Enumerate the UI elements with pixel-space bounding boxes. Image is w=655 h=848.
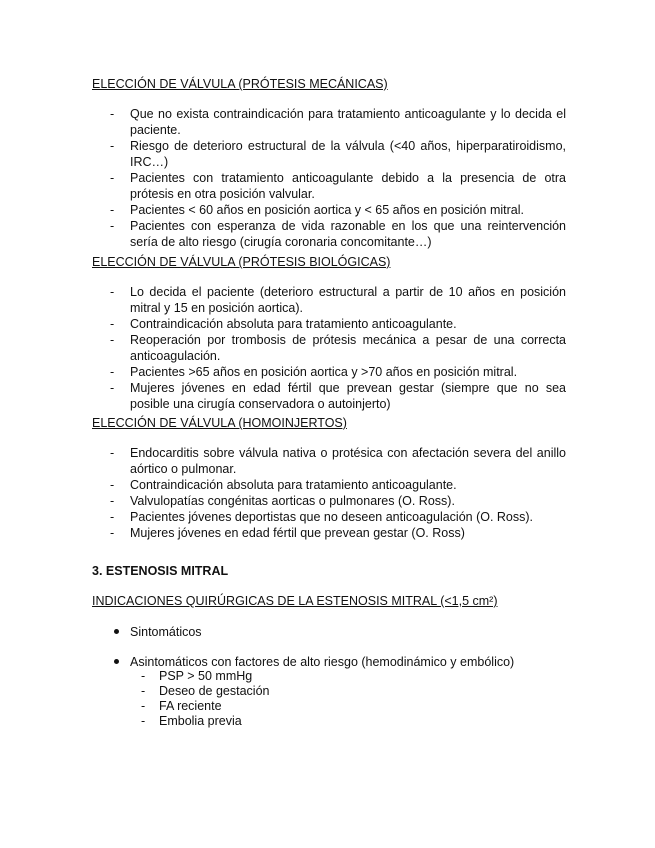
section-title-estenosis: 3. ESTENOSIS MITRAL: [92, 564, 229, 578]
list-item: - Mujeres jóvenes en edad fértil que prevean gestar (O. Ross): [0, 525, 566, 541]
list-item: - Que no exista contraindicación para tratamiento anticoagulante y lo decida el paciente.: [0, 106, 566, 138]
list-item: - Riesgo de deterioro estructural de la válvula (<40 años, hiperparatiroidismo, IRC…): [0, 138, 566, 170]
list-item: - Contraindicación absoluta para tratamiento anticoagulante.: [0, 316, 566, 332]
heading-mecanicas: ELECCIÓN DE VÁLVULA (PRÓTESIS MECÁNICAS): [92, 77, 388, 91]
list-item: - Mujeres jóvenes en edad fértil que prevean gestar (siempre que no sea posible una cirugía conservadora o autoinjerto): [0, 380, 566, 412]
list-homoinjertos: [0, 445, 566, 541]
list-biologicas: [0, 284, 566, 412]
heading-estenosis: INDICACIONES QUIRÚRGICAS DE LA ESTENOSIS MITRAL (<1,5 cm²): [92, 594, 498, 608]
list-item: - PSP > 50 mmHg: [0, 669, 270, 684]
list-item: - Deseo de gestación: [0, 684, 270, 699]
list-item: - Valvulopatías congénitas aorticas o pulmonares (O. Ross).: [0, 493, 566, 509]
list-mecanicas: [0, 106, 566, 250]
list-item: - Pacientes < 60 años en posición aortica y < 65 años en posición mitral.: [0, 202, 566, 218]
list-item: - Lo decida el paciente (deterioro estructural a partir de 10 años en posición mitral y 15 en posición aortica).: [0, 284, 566, 316]
bullet-sintomaticos: Sintomáticos: [130, 625, 202, 639]
heading-homoinjertos: ELECCIÓN DE VÁLVULA (HOMOINJERTOS): [92, 416, 347, 430]
bullet-dot-icon: [114, 629, 119, 634]
list-item: - Pacientes con tratamiento anticoagulante debido a la presencia de otra prótesis en otra posición valvular.: [0, 170, 566, 202]
list-item: - Reoperación por trombosis de prótesis mecánica a pesar de una correcta anticoagulación.: [0, 332, 566, 364]
heading-biologicas: ELECCIÓN DE VÁLVULA (PRÓTESIS BIOLÓGICAS): [92, 255, 391, 269]
list-item: - Endocarditis sobre válvula nativa o protésica con afectación severa del anillo aórtico o pulmonar.: [0, 445, 566, 477]
list-item: - Pacientes >65 años en posición aortica y >70 años en posición mitral.: [0, 364, 566, 380]
list-item: - Pacientes jóvenes deportistas que no deseen anticoagulación (O. Ross).: [0, 509, 566, 525]
bullet-asintomaticos: Asintomáticos con factores de alto riesgo (hemodinámico y embólico): [130, 655, 515, 669]
list-factores-riesgo: [0, 669, 270, 729]
list-item: - FA reciente: [0, 699, 270, 714]
bullet-dot-icon: [114, 659, 119, 664]
list-item: - Embolia previa: [0, 714, 270, 729]
list-item: - Contraindicación absoluta para tratamiento anticoagulante.: [0, 477, 566, 493]
list-item: - Pacientes con esperanza de vida razonable en los que una reintervención sería de alto riesgo (cirugía coronaria concomitante…): [0, 218, 566, 250]
